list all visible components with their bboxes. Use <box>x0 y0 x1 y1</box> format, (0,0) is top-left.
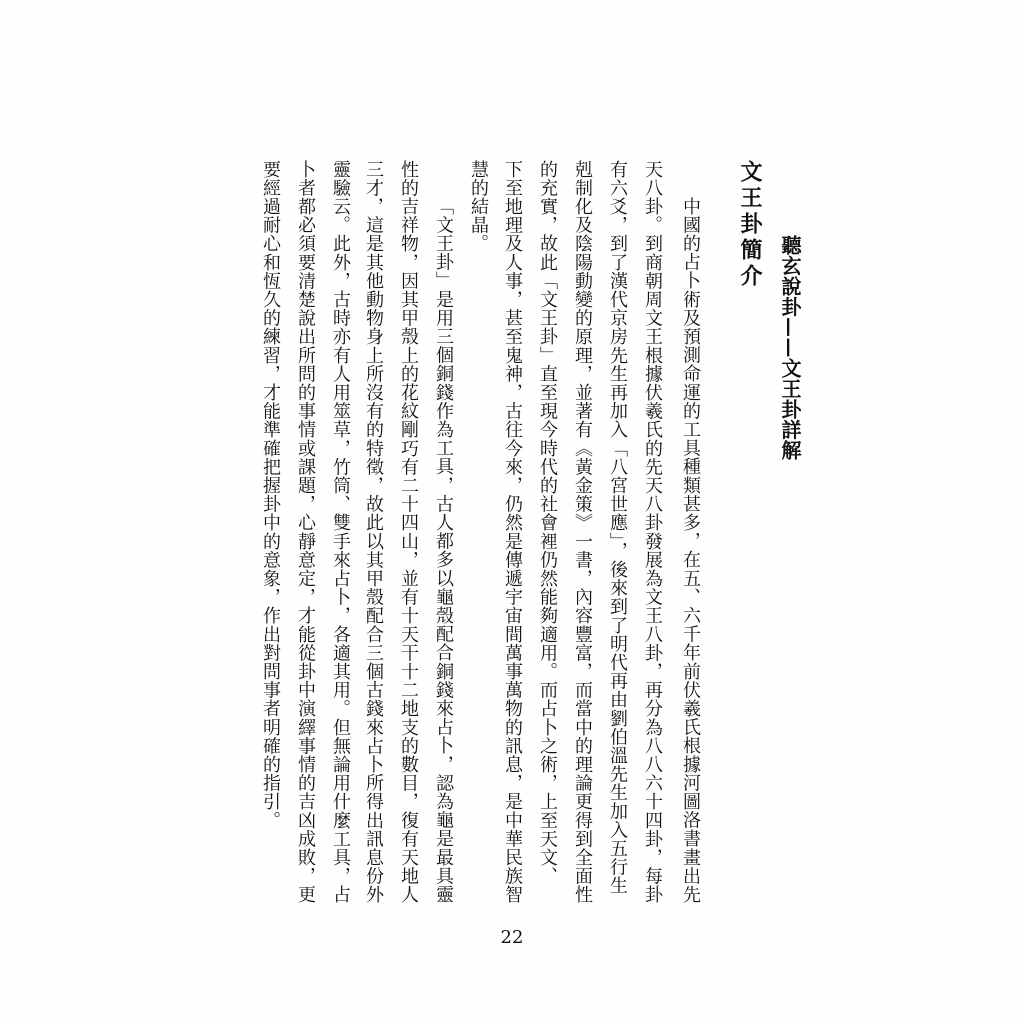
text-column: 天八卦。到商朝周文王根據伏羲氏的先天八卦發展為文王八卦，再分為八八六十四卦，每卦 <box>642 160 663 904</box>
text-column: 有六爻，到了漢代京房先生再加入「八宮世應」，後來到了明代再由劉伯溫先生加入五行生 <box>607 160 628 895</box>
text-column: 卜者都必須要清楚說出所問的事情或課題，心靜意定，才能從卦中演繹事情的吉凶成敗，更 <box>295 160 316 904</box>
text-column: 下至地理及人事，甚至鬼神，古往今來，仍然是傳遞宇宙間萬事萬物的訊息，是中華民族智 <box>502 160 523 904</box>
text-column: 剋制化及陰陽動變的原理，並著有《黃金策》一書，內容豐富，而當中的理論更得到全面性 <box>572 160 593 904</box>
text-column: 性的吉祥物，因其甲殼上的花紋剛巧有二十四山，並有十天干十二地支的數目，復有天地人 <box>398 160 419 904</box>
text-column: 三才，這是其他動物身上所沒有的特徵，故此以其甲殼配合三個古錢來占卜所得出訊息份外 <box>363 160 384 904</box>
section-title: 文王卦簡介 <box>737 160 763 290</box>
text-column: 要經過耐心和恆久的練習，才能準確把握卦中的意象，作出對問事者明確的指引。 <box>260 160 281 830</box>
text-column: 的充實，故此「文王卦」直至現今時代的社會裡仍然能夠適用。而占卜之術，上至天文、 <box>537 160 558 886</box>
text-column: 「文王卦」是用三個銅錢作為工具，古人都多以龜殼配合銅錢來占卜，認為龜是最具靈 <box>433 197 454 904</box>
text-column: 靈驗云。此外，古時亦有人用筮草，竹筒、雙手來占卜，各適其用。但無論用什麼工具，占 <box>330 160 351 904</box>
running-header: 聽玄說卦——文王卦詳解 <box>778 235 802 461</box>
text-column: 中國的占卜術及預測命運的工具種類甚多，在五、六千年前伏羲氏根據河圖洛書畫出先 <box>680 197 701 904</box>
text-column: 慧的結晶。 <box>468 160 489 253</box>
page-number: 22 <box>500 927 524 948</box>
